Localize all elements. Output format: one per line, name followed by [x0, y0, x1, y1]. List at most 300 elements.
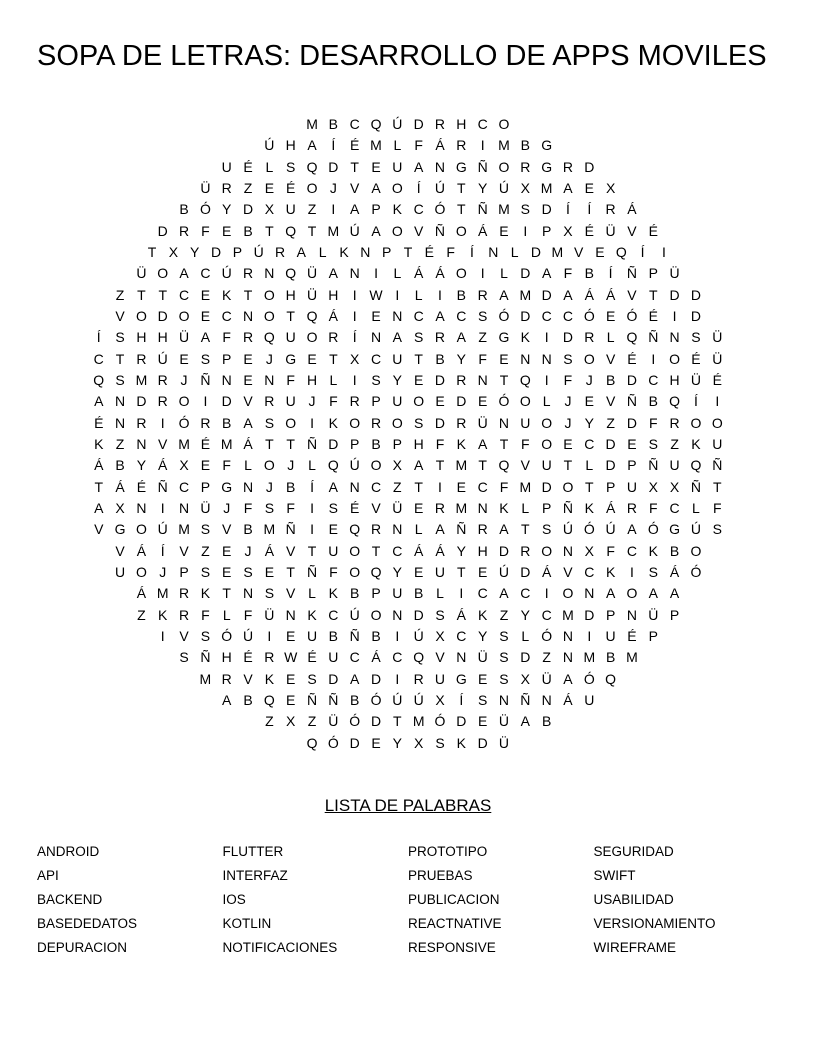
- grid-letter: A: [179, 265, 189, 282]
- grid-letter: S: [648, 435, 658, 452]
- grid-letter: B: [350, 585, 360, 602]
- grid-letter: V: [179, 627, 189, 644]
- grid-letter: Ú: [349, 606, 360, 623]
- grid-letter: S: [691, 329, 701, 346]
- grid-letter: D: [562, 329, 574, 346]
- grid-letter: L: [308, 457, 316, 474]
- grid-letter: Ó: [647, 521, 659, 538]
- grid-letter: F: [201, 606, 210, 623]
- grid-letter: J: [244, 542, 252, 559]
- grid-letter: Ñ: [306, 691, 318, 708]
- grid-letter: D: [520, 265, 531, 282]
- grid-letter: H: [306, 371, 318, 388]
- grid-letter: O: [178, 307, 190, 324]
- grid-letter: N: [498, 414, 510, 431]
- grid-letter: Q: [626, 329, 638, 346]
- grid-row: [0, 605, 816, 626]
- grid-letter: E: [264, 179, 275, 196]
- grid-letter: K: [605, 563, 616, 580]
- grid-letter: É: [307, 649, 317, 666]
- grid-letter: U: [626, 478, 637, 495]
- grid-letter: E: [200, 457, 211, 474]
- grid-letter: T: [457, 179, 466, 196]
- grid-letter: F: [499, 478, 509, 495]
- grid-letter: D: [370, 670, 382, 687]
- grid-letter: E: [286, 627, 296, 644]
- grid-letter: D: [520, 563, 531, 580]
- grid-letter: K: [94, 435, 104, 452]
- grid-letter: X: [168, 243, 179, 260]
- grid-letter: K: [477, 606, 488, 623]
- grid-letter: M: [455, 457, 468, 474]
- grid-letter: M: [327, 222, 340, 239]
- grid-letter: D: [477, 734, 488, 751]
- word-item: PRUEBAS: [408, 868, 473, 883]
- grid-row: [0, 114, 816, 135]
- grid-letter: K: [520, 329, 530, 346]
- grid-letter: O: [690, 414, 702, 431]
- grid-letter: X: [350, 350, 360, 367]
- grid-letter: X: [648, 478, 658, 495]
- word-item: USABILIDAD: [593, 892, 674, 907]
- grid-letter: R: [264, 649, 275, 666]
- grid-letter: Ú: [498, 563, 510, 580]
- grid-letter: Í: [352, 329, 357, 346]
- grid-letter: I: [310, 499, 314, 516]
- grid-letter: O: [541, 414, 553, 431]
- grid-letter: F: [648, 414, 658, 431]
- word-item: KOTLIN: [222, 916, 272, 931]
- grid-letter: D: [530, 243, 542, 260]
- grid-letter: Z: [606, 414, 615, 431]
- grid-letter: C: [349, 116, 360, 132]
- grid-letter: Í: [96, 329, 101, 346]
- grid-letter: A: [328, 478, 339, 495]
- word-item: FLUTTER: [222, 844, 284, 859]
- grid-row: [0, 519, 816, 540]
- grid-letter: M: [306, 116, 318, 132]
- grid-letter: C: [477, 478, 488, 495]
- grid-letter: Ó: [434, 201, 446, 218]
- grid-letter: N: [477, 499, 488, 516]
- grid-letter: Ñ: [285, 521, 296, 538]
- grid-letter: O: [370, 457, 382, 474]
- grid-letter: É: [648, 222, 658, 239]
- grid-letter: Z: [307, 713, 317, 730]
- grid-letter: N: [221, 371, 232, 388]
- grid-letter: Q: [690, 457, 702, 474]
- grid-letter: O: [669, 350, 681, 367]
- grid-letter: M: [220, 435, 233, 452]
- grid-letter: J: [564, 414, 572, 431]
- grid-letter: Ñ: [477, 201, 488, 218]
- grid-letter: I: [352, 307, 357, 324]
- grid-letter: T: [712, 478, 722, 495]
- grid-letter: U: [605, 627, 616, 644]
- grid-letter: É: [94, 414, 104, 431]
- grid-letter: A: [94, 499, 104, 516]
- grid-letter: I: [160, 414, 165, 431]
- grid-letter: R: [370, 414, 382, 431]
- grid-letter: J: [265, 478, 273, 495]
- grid-letter: X: [605, 179, 616, 196]
- grid-letter: T: [521, 521, 530, 538]
- grid-letter: Ü: [605, 222, 616, 239]
- grid-letter: C: [584, 435, 595, 452]
- grid-letter: D: [349, 734, 360, 751]
- grid-letter: L: [521, 627, 530, 644]
- grid-letter: O: [541, 435, 553, 452]
- grid-letter: R: [274, 243, 286, 260]
- grid-letter: Z: [115, 286, 125, 303]
- grid-letter: Ó: [583, 670, 595, 687]
- grid-letter: S: [648, 563, 658, 580]
- grid-letter: F: [243, 499, 253, 516]
- grid-letter: V: [115, 542, 125, 559]
- grid-letter: I: [331, 201, 336, 218]
- grid-letter: Á: [136, 542, 147, 559]
- grid-letter: O: [391, 414, 403, 431]
- grid-letter: C: [541, 606, 552, 623]
- grid-letter: Y: [392, 734, 402, 751]
- grid-row: [0, 199, 816, 220]
- grid-letter: V: [179, 542, 189, 559]
- grid-letter: D: [690, 307, 701, 324]
- grid-letter: F: [563, 265, 573, 282]
- grid-letter: A: [296, 243, 307, 260]
- grid-letter: S: [435, 734, 445, 751]
- grid-letter: Q: [605, 670, 617, 687]
- grid-letter: P: [648, 627, 658, 644]
- grid-letter: O: [498, 116, 510, 132]
- grid-letter: L: [318, 243, 327, 260]
- grid-letter: L: [265, 158, 274, 175]
- grid-letter: Ñ: [690, 478, 701, 495]
- grid-letter: Q: [327, 457, 339, 474]
- grid-letter: R: [520, 542, 531, 559]
- grid-letter: Ü: [136, 265, 147, 282]
- grid-letter: A: [413, 457, 424, 474]
- grid-letter: I: [661, 243, 666, 260]
- grid-letter: I: [374, 265, 378, 282]
- grid-letter: L: [222, 606, 231, 623]
- grid-letter: O: [562, 478, 574, 495]
- grid-letter: T: [403, 243, 413, 260]
- grid-letter: D: [242, 201, 254, 218]
- grid-letter: Ü: [328, 713, 339, 730]
- grid-letter: Z: [393, 478, 402, 495]
- grid-letter: P: [200, 478, 211, 495]
- grid-letter: I: [310, 521, 314, 538]
- grid-letter: F: [606, 542, 615, 559]
- grid-letter: E: [179, 350, 189, 367]
- grid-row: [0, 647, 816, 668]
- grid-letter: F: [286, 371, 295, 388]
- grid-letter: A: [499, 521, 509, 538]
- grid-letter: É: [648, 307, 658, 324]
- grid-letter: A: [456, 329, 466, 346]
- grid-letter: F: [521, 435, 530, 452]
- grid-letter: P: [605, 606, 616, 623]
- grid-letter: E: [286, 670, 296, 687]
- grid-letter: M: [370, 137, 382, 154]
- grid-letter: X: [520, 670, 530, 687]
- grid-letter: Q: [519, 371, 531, 388]
- grid-letter: F: [435, 435, 445, 452]
- grid-letter: K: [499, 499, 509, 516]
- grid-letter: P: [669, 606, 680, 623]
- grid-letter: Q: [263, 329, 275, 346]
- grid-letter: K: [200, 585, 211, 602]
- grid-letter: Q: [370, 563, 382, 580]
- grid-letter: Z: [137, 606, 146, 623]
- grid-letter: N: [285, 606, 296, 623]
- grid-letter: X: [435, 691, 445, 708]
- grid-letter: N: [264, 265, 275, 282]
- grid-letter: S: [264, 585, 275, 602]
- grid-letter: R: [584, 329, 595, 346]
- grid-letter: K: [584, 499, 594, 516]
- grid-letter: B: [371, 627, 381, 644]
- grid-letter: S: [200, 563, 211, 580]
- grid-letter: N: [242, 478, 254, 495]
- grid-letter: Q: [413, 649, 425, 666]
- grid-letter: Ó: [583, 521, 595, 538]
- grid-letter: U: [328, 542, 339, 559]
- grid-letter: E: [499, 350, 509, 367]
- grid-letter: Á: [605, 499, 616, 516]
- grid-letter: N: [115, 414, 126, 431]
- grid-letter: O: [306, 329, 318, 346]
- grid-letter: U: [541, 457, 552, 474]
- grid-letter: T: [393, 713, 402, 730]
- grid-letter: Ó: [434, 713, 446, 730]
- grid-letter: Ú: [690, 521, 701, 538]
- grid-letter: T: [147, 243, 157, 260]
- grid-letter: A: [350, 201, 360, 218]
- grid-letter: E: [499, 222, 509, 239]
- grid-letter: E: [605, 307, 616, 324]
- grid-letter: T: [94, 478, 104, 495]
- grid-letter: H: [136, 329, 147, 346]
- grid-letter: S: [200, 350, 211, 367]
- grid-letter: U: [584, 691, 595, 708]
- grid-letter: S: [563, 350, 573, 367]
- grid-letter: N: [242, 585, 254, 602]
- grid-letter: O: [498, 158, 510, 175]
- grid-letter: R: [136, 350, 147, 367]
- grid-letter: L: [500, 265, 508, 282]
- grid-letter: U: [392, 350, 403, 367]
- grid-letter: Ó: [626, 307, 638, 324]
- grid-letter: I: [459, 585, 464, 602]
- grid-letter: D: [328, 158, 339, 175]
- grid-letter: I: [480, 137, 485, 154]
- grid-letter: S: [200, 627, 211, 644]
- grid-letter: Ó: [690, 563, 702, 580]
- grid-letter: P: [541, 222, 552, 239]
- grid-letter: D: [434, 414, 446, 431]
- grid-letter: S: [712, 521, 722, 538]
- grid-letter: E: [595, 243, 605, 260]
- grid-letter: F: [201, 222, 210, 239]
- grid-row: [0, 498, 816, 519]
- word-item: DEPURACION: [37, 940, 128, 955]
- grid-letter: J: [287, 457, 295, 474]
- grid-letter: Ó: [221, 627, 233, 644]
- grid-letter: T: [265, 435, 274, 452]
- grid-letter: G: [114, 521, 126, 538]
- word-item: PUBLICACION: [408, 892, 500, 907]
- grid-letter: Á: [627, 201, 637, 218]
- grid-letter: B: [648, 393, 658, 410]
- grid-letter: L: [692, 499, 700, 516]
- grid-letter: D: [210, 243, 222, 260]
- grid-letter: D: [541, 478, 552, 495]
- grid-letter: M: [562, 606, 574, 623]
- grid-letter: P: [605, 478, 616, 495]
- grid-letter: Ú: [413, 691, 424, 708]
- grid-letter: Á: [435, 137, 445, 154]
- grid-letter: A: [499, 585, 509, 602]
- grid-letter: T: [648, 286, 658, 303]
- grid-letter: T: [243, 286, 253, 303]
- grid-letter: D: [413, 116, 424, 132]
- grid-letter: U: [115, 563, 126, 580]
- grid-letter: R: [370, 521, 382, 538]
- grid-letter: B: [584, 265, 594, 282]
- grid-letter: N: [392, 521, 403, 538]
- grid-letter: C: [221, 307, 232, 324]
- grid-letter: T: [307, 542, 317, 559]
- grid-letter: I: [523, 222, 528, 239]
- grid-letter: E: [371, 734, 381, 751]
- grid-letter: Ú: [349, 222, 360, 239]
- grid-letter: Á: [435, 265, 445, 282]
- grid-letter: T: [414, 478, 423, 495]
- grid-letter: Q: [285, 265, 297, 282]
- grid-letter: T: [307, 222, 317, 239]
- grid-row: [0, 221, 816, 242]
- grid-letter: N: [242, 307, 254, 324]
- grid-letter: V: [563, 563, 573, 580]
- word-item: INTERFAZ: [222, 868, 288, 883]
- grid-letter: Ñ: [712, 457, 723, 474]
- grid-letter: D: [520, 307, 531, 324]
- grid-letter: O: [135, 521, 147, 538]
- grid-letter: N: [562, 542, 574, 559]
- grid-letter: Á: [243, 435, 253, 452]
- grid-letter: É: [584, 222, 594, 239]
- grid-letter: F: [563, 371, 573, 388]
- grid-letter: Ñ: [562, 499, 574, 516]
- grid-letter: Á: [456, 606, 466, 623]
- grid-letter: I: [544, 585, 549, 602]
- grid-letter: B: [520, 137, 530, 154]
- grid-letter: R: [626, 499, 637, 516]
- grid-letter: Á: [477, 222, 488, 239]
- grid-letter: L: [414, 286, 423, 303]
- grid-letter: D: [434, 371, 446, 388]
- grid-letter: Ó: [370, 691, 382, 708]
- grid-letter: S: [286, 158, 296, 175]
- grid-letter: I: [160, 499, 165, 516]
- grid-letter: A: [648, 585, 658, 602]
- grid-letter: K: [339, 243, 349, 260]
- grid-letter: U: [669, 457, 680, 474]
- grid-letter: C: [520, 585, 531, 602]
- grid-letter: S: [413, 329, 424, 346]
- grid-letter: Ó: [327, 734, 339, 751]
- grid-letter: G: [541, 158, 553, 175]
- grid-letter: O: [285, 414, 297, 431]
- grid-letter: E: [222, 222, 232, 239]
- grid-letter: I: [672, 307, 677, 324]
- grid-letter: O: [690, 542, 702, 559]
- grid-letter: H: [285, 137, 296, 154]
- grid-letter: Ü: [306, 265, 318, 282]
- grid-letter: É: [712, 371, 722, 388]
- grid-letter: I: [203, 393, 208, 410]
- grid-letter: D: [605, 457, 616, 474]
- grid-letter: L: [436, 585, 444, 602]
- word-column: [223, 840, 409, 960]
- grid-letter: Í: [566, 201, 570, 218]
- grid-letter: Q: [93, 371, 105, 388]
- grid-letter: E: [222, 563, 232, 580]
- grid-letter: Ñ: [477, 158, 488, 175]
- grid-letter: Á: [136, 585, 147, 602]
- grid-letter: Ñ: [626, 265, 637, 282]
- grid-letter: U: [221, 158, 232, 175]
- grid-letter: O: [562, 585, 574, 602]
- grid-letter: B: [222, 414, 232, 431]
- grid-letter: T: [329, 350, 338, 367]
- grid-letter: Z: [115, 435, 125, 452]
- grid-letter: Ü: [712, 350, 723, 367]
- grid-letter: V: [243, 670, 253, 687]
- word-item: SWIFT: [593, 868, 636, 883]
- word-item: NOTIFICACIONES: [222, 940, 338, 955]
- grid-letter: G: [455, 670, 467, 687]
- word-item: RESPONSIVE: [408, 940, 496, 955]
- grid-letter: E: [243, 350, 253, 367]
- grid-letter: N: [264, 371, 275, 388]
- grid-letter: X: [286, 713, 296, 730]
- grid-letter: T: [158, 286, 167, 303]
- grid-letter: C: [93, 350, 104, 367]
- grid-letter: Y: [136, 457, 147, 474]
- grid-letter: C: [200, 265, 211, 282]
- grid-letter: P: [627, 457, 637, 474]
- grid-letter: V: [222, 521, 232, 538]
- grid-letter: Ñ: [456, 521, 467, 538]
- grid-letter: C: [456, 627, 467, 644]
- grid-letter: M: [540, 179, 553, 196]
- grid-letter: O: [263, 286, 275, 303]
- grid-letter: G: [498, 329, 510, 346]
- grid-letter: T: [137, 286, 146, 303]
- grid-letter: Q: [498, 457, 510, 474]
- grid-letter: A: [563, 286, 573, 303]
- grid-letter: I: [544, 329, 549, 346]
- grid-letter: V: [286, 585, 296, 602]
- grid-letter: N: [541, 691, 552, 708]
- grid-letter: Y: [477, 627, 488, 644]
- grid-letter: W: [369, 286, 383, 303]
- grid-letter: A: [477, 435, 488, 452]
- grid-letter: Á: [584, 286, 594, 303]
